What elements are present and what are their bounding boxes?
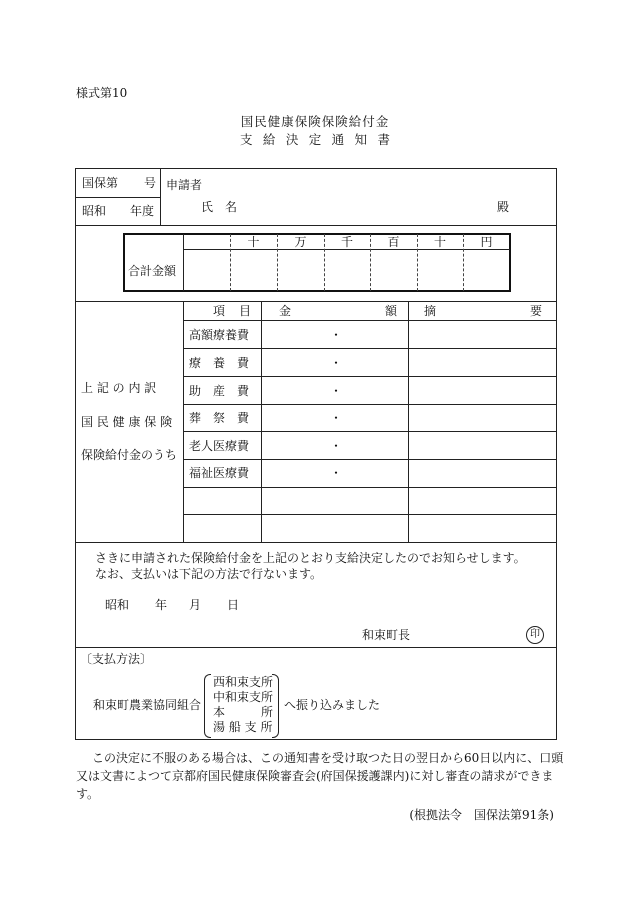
row-item-sosai: 葬 祭 費 bbox=[189, 411, 250, 425]
branch-honsho: 本 所 bbox=[213, 705, 274, 719]
branch-nishi-wazuka: 西和束支所 bbox=[213, 675, 274, 689]
kokuho-label: 国保第 bbox=[82, 176, 119, 190]
form-number: 様式第10 bbox=[76, 86, 128, 100]
branch-naka-wazuka: 中和束支所 bbox=[213, 690, 274, 704]
total-amount-label: 合計金額 bbox=[128, 264, 177, 278]
legal-basis: (根拠法令 国保法第91条) bbox=[409, 808, 554, 822]
row-item-ryoyo: 療 養 費 bbox=[189, 356, 250, 370]
applicant-label: 申請者 bbox=[166, 178, 203, 192]
go-label: 号 bbox=[144, 176, 157, 190]
row-dot-rojin: ・ bbox=[330, 439, 343, 453]
date-showa: 昭和 bbox=[105, 598, 130, 612]
appeal-line-3: す。 bbox=[76, 787, 100, 801]
row-dot-josan: ・ bbox=[330, 384, 343, 398]
unit-sen: 千 bbox=[340, 235, 353, 249]
row-item-fukushi: 福祉医療費 bbox=[189, 466, 250, 480]
date-year: 年 bbox=[155, 598, 168, 612]
row-item-josan: 助 産 費 bbox=[189, 384, 250, 398]
unit-juu-2: 十 bbox=[433, 235, 446, 249]
seal-mark: 印 bbox=[526, 626, 544, 644]
transfer-note: へ振り込みました bbox=[284, 698, 381, 712]
breakdown-side-label-1: 上 記 の 内 訳 bbox=[81, 381, 157, 395]
unit-juu: 十 bbox=[247, 235, 260, 249]
unit-yen: 円 bbox=[480, 235, 493, 249]
form-subtitle: 支 給 決 定 通 知 書 bbox=[240, 132, 390, 147]
mayor-label: 和束町長 bbox=[362, 628, 411, 642]
appeal-line-1: この決定に不服のある場合は、この通知書を受け取つた日の翌日から60日以内に、口頭 bbox=[92, 751, 564, 765]
breakdown-side-label-3: 保険給付金のうち bbox=[81, 448, 178, 462]
row-dot-fukushi: ・ bbox=[330, 466, 343, 480]
col-item-header: 項 目 bbox=[213, 304, 251, 318]
notice-line-2: なお、支払いは下記の方法で行ないます。 bbox=[95, 567, 323, 581]
appeal-line-2: 又は文書によつて京都府国民健康保険審査会(府国保援護課内)に対し審査の請求ができま bbox=[76, 769, 554, 783]
row-dot-ryoyo: ・ bbox=[330, 356, 343, 370]
branch-bracket-right bbox=[272, 674, 279, 738]
row-item-rojin: 老人医療費 bbox=[189, 439, 250, 453]
row-dot-kogaku: ・ bbox=[330, 328, 343, 342]
nendo-label: 年度 bbox=[130, 204, 155, 218]
unit-hyaku: 百 bbox=[387, 235, 400, 249]
form-title: 国民健康保険保険給付金 bbox=[240, 114, 390, 129]
name-label: 氏 名 bbox=[201, 200, 237, 214]
unit-man: 万 bbox=[294, 235, 307, 249]
row-dot-sosai: ・ bbox=[330, 411, 343, 425]
col-amount-header: 金 額 bbox=[279, 304, 397, 318]
payment-method-label: 〔支払方法〕 bbox=[80, 652, 153, 666]
bank-name: 和束町農業協同組合 bbox=[93, 698, 202, 712]
branch-yubune: 湯 船 支 所 bbox=[213, 720, 273, 734]
showa-label: 昭和 bbox=[82, 204, 107, 218]
branch-bracket-left bbox=[204, 674, 211, 738]
dono-label: 殿 bbox=[497, 200, 510, 214]
notice-line-1: さきに申請された保険給付金を上記のとおり支給決定したのでお知らせします。 bbox=[95, 551, 526, 565]
col-remarks-header: 摘 要 bbox=[424, 304, 542, 318]
date-month: 月 bbox=[189, 598, 202, 612]
breakdown-side-label-2: 国 民 健 康 保 険 bbox=[81, 415, 173, 429]
row-item-kogaku: 高額療養費 bbox=[189, 328, 250, 342]
date-day: 日 bbox=[227, 598, 240, 612]
